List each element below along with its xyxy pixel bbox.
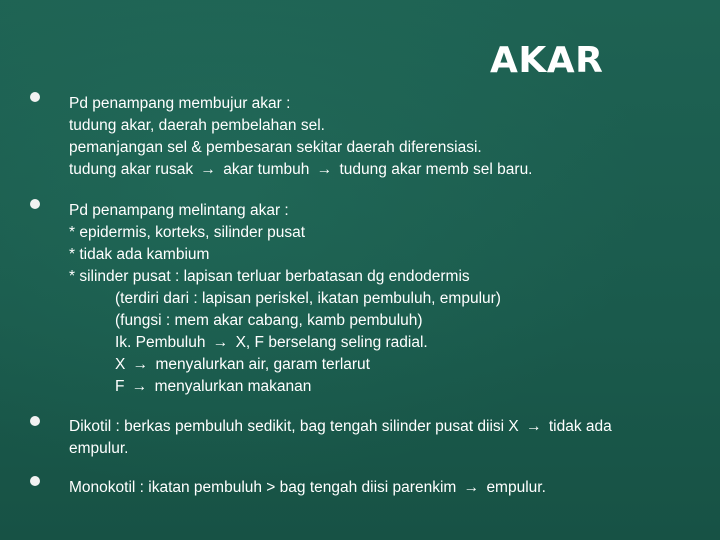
text-segment: F [115,378,125,395]
text-segment: Ik. Pembuluh [115,334,206,351]
text-segment: menyalurkan air, garam terlarut [155,356,370,373]
text-line [69,376,699,398]
text-segment: akar tumbuh [223,161,310,178]
text-line [69,416,669,460]
arrow-right-icon: → [131,378,148,395]
arrow-right-icon: → [463,479,480,496]
arrow-right-icon: → [526,418,542,435]
text-line: (terdiri dari : lapisan periskel, ikatan pembuluh, empulur) [115,290,501,307]
bullet-dot-icon [30,92,40,102]
arrow-right-icon: → [132,356,149,373]
text-segment: tudung akar rusak [69,161,194,178]
text-line [69,354,699,376]
text-line: pemanjangan sel & pembesaran sekitar daerah diferensiasi. [69,139,482,156]
text-line: Pd penampang melintang akar : [69,202,289,219]
text-segment: empulur. [486,479,546,496]
arrow-right-icon: → [212,334,229,351]
slide-title: AKAR [490,40,604,81]
text-line [69,477,699,499]
text-line: * epidermis, korteks, silinder pusat [69,224,306,241]
text-segment: Dikotil : berkas pembuluh sedikit, bag tengah silinder pusat diisi X [69,418,519,435]
text-line [69,159,699,181]
bullet-melintang [69,200,699,398]
text-line: (fungsi : mem akar cabang, kamb pembuluh) [115,312,423,329]
text-line: Pd penampang membujur akar : [69,95,291,112]
bullet-dot-icon [30,476,40,486]
text-segment: menyalurkan makanan [154,378,312,395]
text-segment: X [115,356,126,373]
bullet-dot-icon [30,416,40,426]
text-line: tudung akar, daerah pembelahan sel. [69,117,325,134]
text-line [69,332,699,354]
text-segment: tidak ada empulur. [69,418,612,457]
text-segment: Monokotil : ikatan pembuluh > bag tengah diisi parenkim [69,479,457,496]
arrow-right-icon: → [316,161,333,178]
bullet-membujur [69,93,699,181]
text-segment: X, F berselang seling radial. [235,334,428,351]
text-segment: tudung akar memb sel baru. [339,161,533,178]
arrow-right-icon: → [200,161,216,178]
bullet-monokotil [69,477,699,499]
bullet-dikotil [69,416,669,460]
text-line: * tidak ada kambium [69,246,210,263]
text-line: * silinder pusat : lapisan terluar berbatasan dg endodermis [69,268,470,285]
bullet-dot-icon [30,199,40,209]
